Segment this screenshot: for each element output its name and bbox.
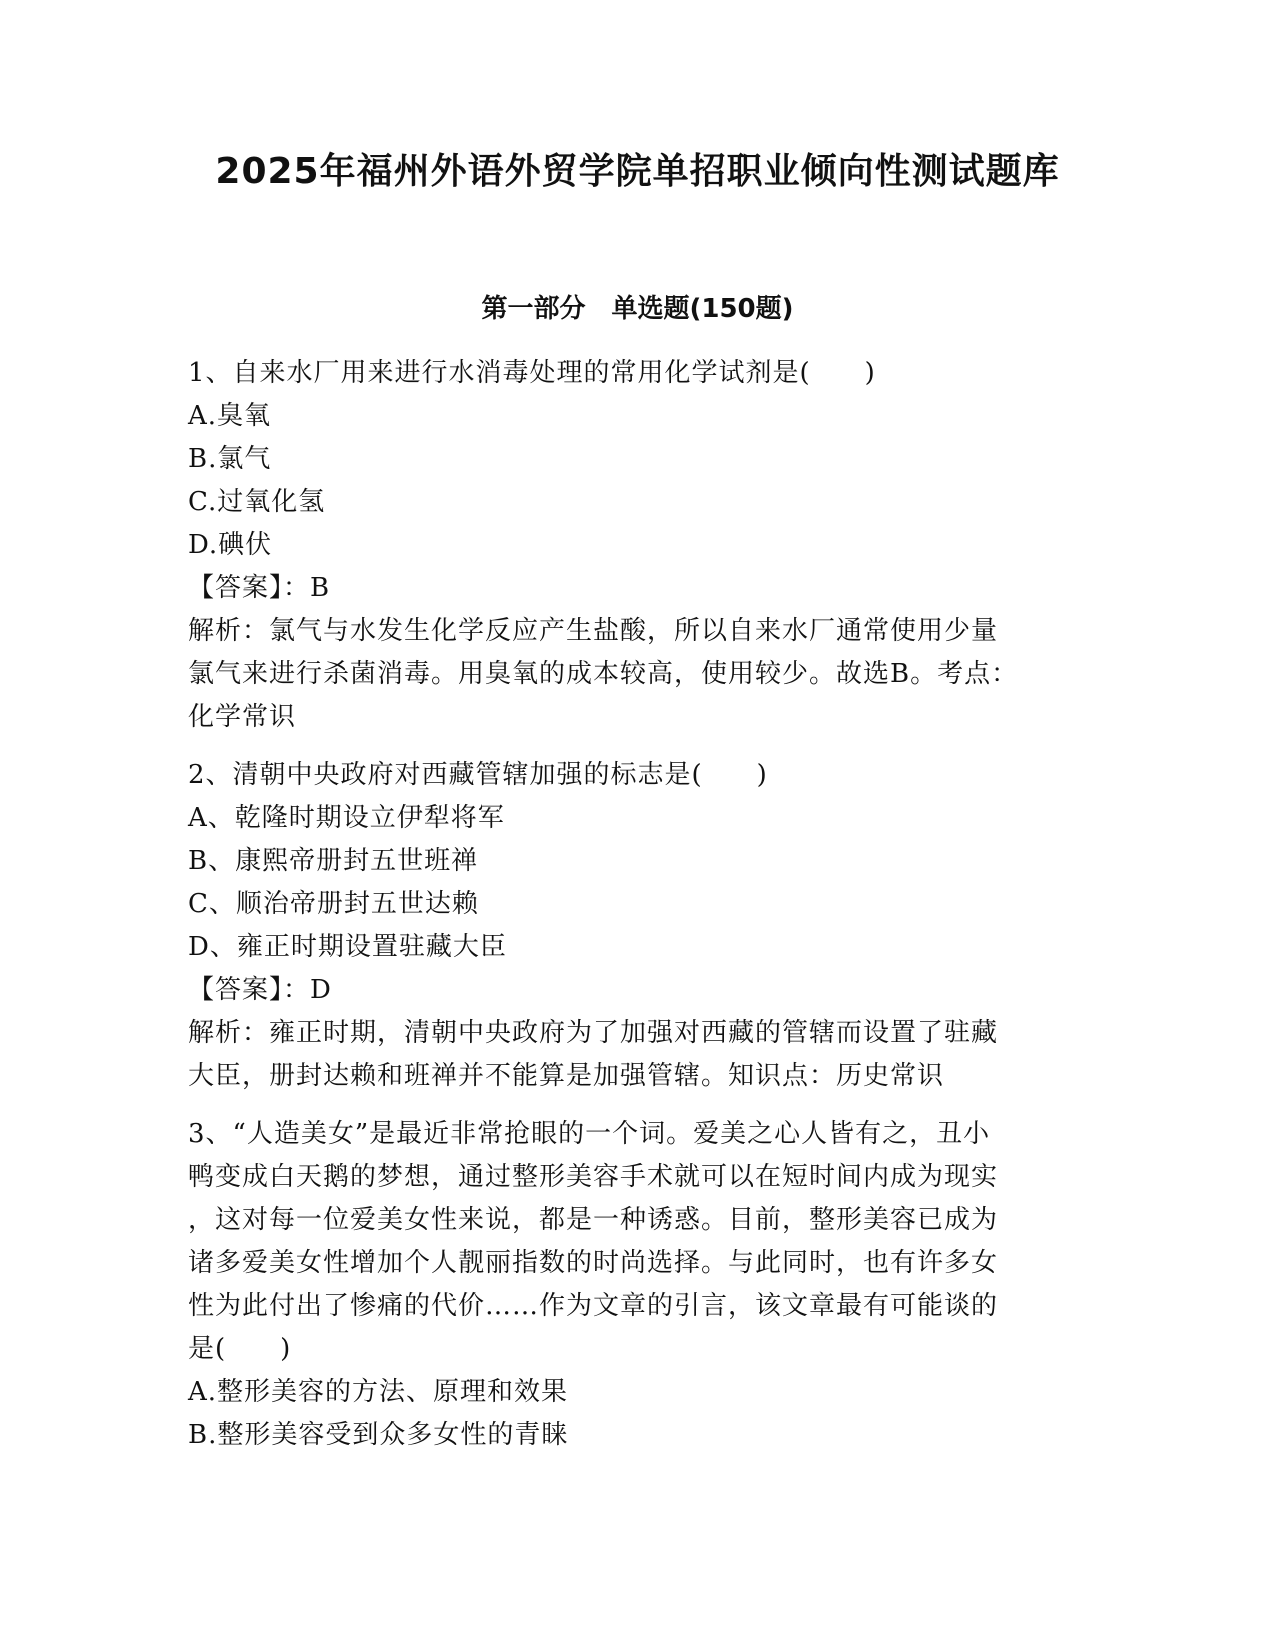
question-stem-line: 性为此付出了惨痛的代价……作为文章的引言，该文章最有可能谈的 (188, 1291, 999, 1321)
option-a: A.臭氧 (188, 401, 272, 431)
analysis-line: 大臣，册封达赖和班禅并不能算是加强管辖。知识点：历史常识 (188, 1061, 945, 1091)
question-stem: 2、清朝中央政府对西藏管辖加强的标志是( ) (188, 760, 768, 790)
section-heading: 第一部分 单选题(150题) (481, 294, 794, 324)
document-title: 2025年福州外语外贸学院单招职业倾向性测试题库 (215, 151, 1060, 192)
option-b: B.整形美容受到众多女性的青睐 (188, 1420, 569, 1450)
question-list (188, 352, 1088, 1472)
question-1 (188, 352, 1088, 739)
question-stem-line: 是( ) (188, 1334, 292, 1364)
answer-label: 【答案】：D (188, 975, 332, 1005)
option-c: C、顺治帝册封五世达赖 (188, 889, 479, 919)
option-b: B、康熙帝册封五世班禅 (188, 846, 479, 876)
analysis-line: 氯气来进行杀菌消毒。用臭氧的成本较高，使用较少。故选B。考点： (188, 659, 1019, 689)
analysis-line: 解析：雍正时期，清朝中央政府为了加强对西藏的管辖而设置了驻藏 (188, 1018, 999, 1048)
question-stem-line: ，这对每一位爱美女性来说，都是一种诱惑。目前，整形美容已成为 (188, 1205, 999, 1235)
option-d: D.碘伏 (188, 530, 273, 560)
analysis-line: 解析：氯气与水发生化学反应产生盐酸，所以自来水厂通常使用少量 (188, 616, 999, 646)
option-b: B.氯气 (188, 444, 272, 474)
question-stem-line: 诸多爱美女性增加个人靓丽指数的时尚选择。与此同时，也有许多女 (188, 1248, 999, 1278)
option-c: C.过氧化氢 (188, 487, 326, 517)
question-stem: 1、自来水厂用来进行水消毒处理的常用化学试剂是( ) (188, 358, 876, 388)
question-stem-line: 鸭变成白天鹅的梦想，通过整形美容手术就可以在短时间内成为现实 (188, 1162, 999, 1192)
option-d: D、雍正时期设置驻藏大臣 (188, 932, 507, 962)
option-a: A.整形美容的方法、原理和效果 (188, 1377, 569, 1407)
question-2 (188, 754, 1088, 1098)
question-stem-line: 3、“人造美女”是最近非常抢眼的一个词。爱美之心人皆有之，丑小 (188, 1119, 991, 1149)
option-a: A、乾隆时期设立伊犁将军 (188, 803, 505, 833)
answer-label: 【答案】：B (188, 573, 331, 603)
analysis-line: 化学常识 (188, 702, 297, 732)
question-3 (188, 1113, 1088, 1457)
